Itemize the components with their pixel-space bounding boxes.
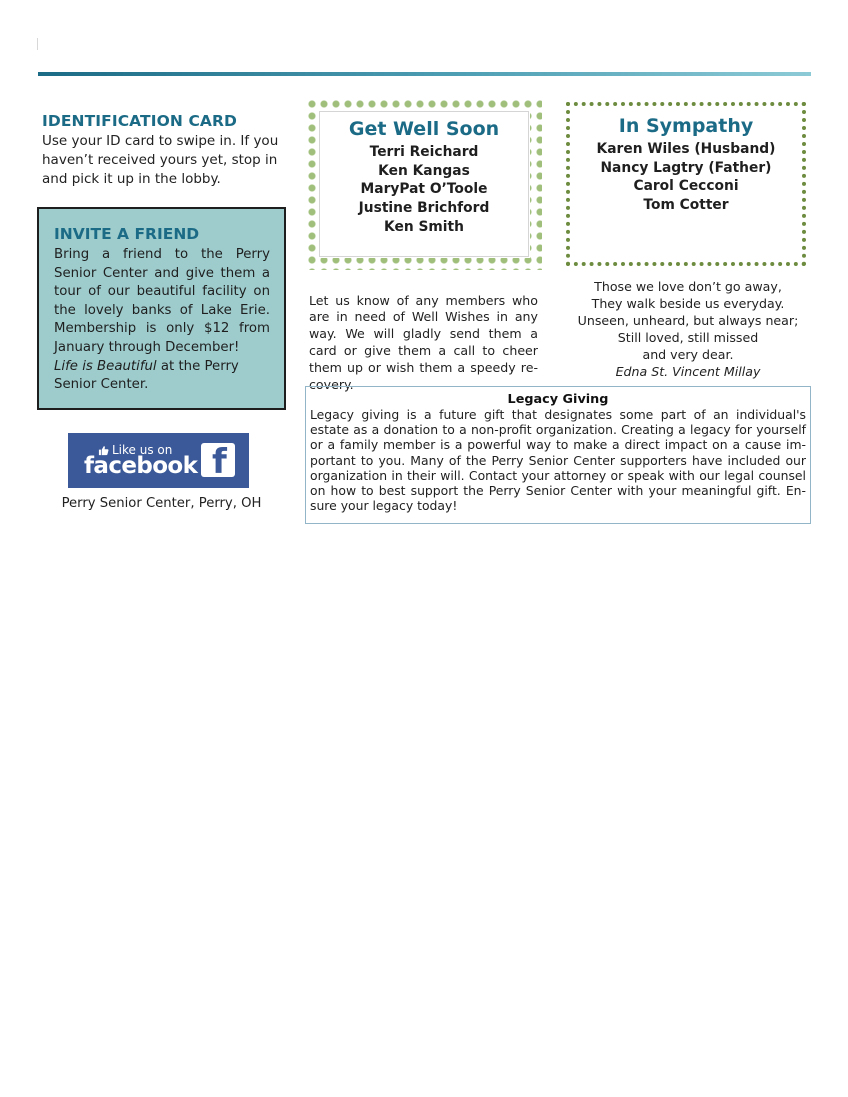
get-well-name: Ken Kangas xyxy=(378,162,470,179)
get-well-inner xyxy=(320,112,528,256)
invite-closing xyxy=(54,358,270,395)
sympathy-name: Karen Wiles (Husband) xyxy=(596,141,776,157)
legacy-title: Legacy Giving xyxy=(507,392,609,407)
invite-title: INVITE A FRIEND xyxy=(54,225,200,243)
get-well-name: Terri Reichard xyxy=(369,144,479,160)
well-wishes-text: Let us know of any members who are in need of Well Wishes in any way. We will gladly send them a card or give them a call to cheer them up or wish them a speedy re-covery. xyxy=(309,292,538,392)
sympathy-name: Carol Cecconi xyxy=(633,178,739,195)
invite-emphasis: Life is Beautiful xyxy=(54,358,157,374)
invite-body: Bring a friend to the Perry Senior Center and give them a tour of our beautiful facility on the lovely banks of Lake Erie. Membership is only $12 from January through December! xyxy=(54,247,270,355)
invite-closing-text: at the Perry Senior Center. xyxy=(54,358,239,393)
id-card-title: IDENTIFICATION CARD xyxy=(42,112,238,130)
get-well-soon-box xyxy=(306,98,542,270)
header-rule xyxy=(38,72,811,76)
sympathy-name: Tom Cotter xyxy=(643,197,729,214)
identification-card-section xyxy=(42,112,287,189)
invite-friend-box xyxy=(37,207,286,410)
poem-line: Those we love don’t go away, xyxy=(594,279,782,294)
get-well-name: MaryPat O’Toole xyxy=(360,181,488,198)
poem-author: Edna St. Vincent Millay xyxy=(615,363,761,379)
poem-line: Still loved, still missed xyxy=(617,329,759,345)
id-card-body: Use your ID card to swipe in. If you haven’t received yours yet, stop in and pick it up in the lobby. xyxy=(42,133,279,187)
sympathy-title: In Sympathy xyxy=(618,115,754,137)
poem-line: Unseen, unheard, but always near; xyxy=(577,312,799,328)
legacy-giving-box xyxy=(305,386,811,524)
like-text: Like us on xyxy=(112,443,173,457)
facebook-f-letter: f xyxy=(212,442,227,482)
in-sympathy-box xyxy=(566,102,806,266)
sympathy-poem xyxy=(566,279,810,380)
facebook-like-badge[interactable] xyxy=(68,433,249,488)
legacy-body: Legacy giving is a future gift that designates some part of an individual's estate as a donation to a non-profit organization. Creating a legacy for yourself or a family member is a powerful way to make a direct impact on a cause im-portant to you. Many of the Perry Senior Center supporters have included our organization in their will. Contact your attorney or speak with our legal counsel on how to best support the Perry Senior Center with your meaningful gift. En-sure your legacy today! xyxy=(310,407,806,514)
facebook-icon xyxy=(201,442,235,482)
facebook-wordmark: facebook xyxy=(84,453,198,479)
sympathy-name: Nancy Lagtry (Father) xyxy=(600,159,772,176)
margin-mark xyxy=(37,38,38,50)
poem-line: and very dear. xyxy=(642,346,734,362)
get-well-name: Justine Brichford xyxy=(358,200,490,217)
get-well-name: Ken Smith xyxy=(384,218,464,235)
poem-line: They walk beside us everyday. xyxy=(591,295,785,311)
get-well-title: Get Well Soon xyxy=(348,118,500,140)
facebook-caption: Perry Senior Center, Perry, OH xyxy=(61,496,262,511)
